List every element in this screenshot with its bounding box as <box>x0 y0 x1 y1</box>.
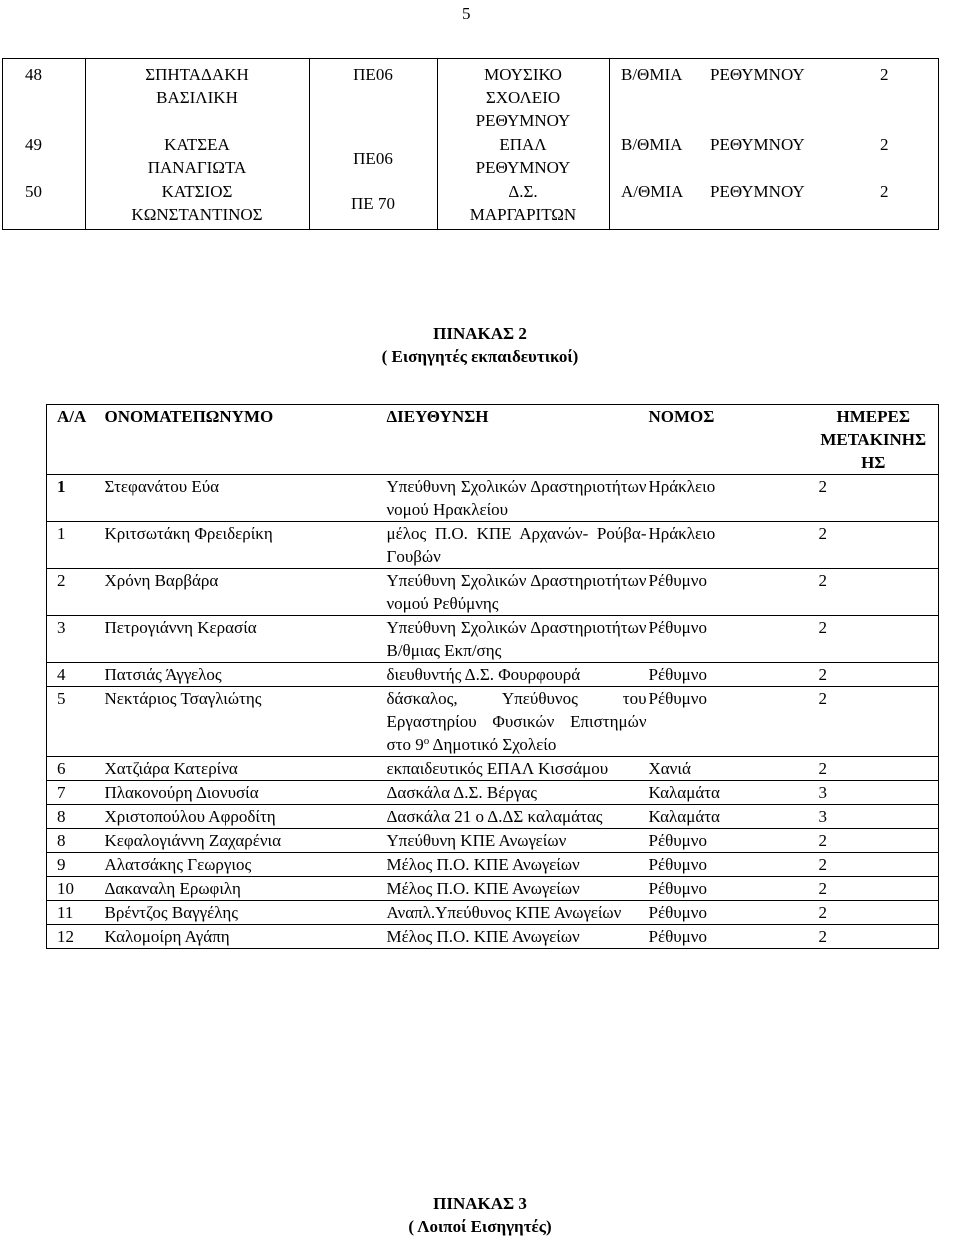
cell-aa: 3 <box>47 616 105 663</box>
table-1-level: Β/ΘΜΙΑ <box>621 135 683 154</box>
name-line: ΚΑΤΣΕΑ <box>164 135 230 154</box>
name-line: ΚΩΝΣΤΑΝΤΙΝΟΣ <box>131 205 263 224</box>
cell-name: Πατσιάς Άγγελος <box>105 663 387 687</box>
school-line: ΡΕΘΥΜΝΟΥ <box>475 158 571 177</box>
table-row <box>47 569 939 616</box>
table-1-school <box>437 180 609 226</box>
cell-prefecture: Ρέθυμνο <box>649 901 809 925</box>
cell-aa: 8 <box>47 805 105 829</box>
cell-aa: 6 <box>47 757 105 781</box>
cell-prefecture: Ρέθυμνο <box>649 616 809 663</box>
school-line: ΕΠΑΛ <box>499 135 547 154</box>
cell-name: Στεφανάτου Εύα <box>105 475 387 522</box>
table-1-level: Β/ΘΜΙΑ <box>621 65 683 84</box>
cell-address: Δασκάλα 21 ο Δ.ΔΣ καλαμάτας <box>387 805 649 829</box>
ordinal-superscript: ο <box>423 735 430 747</box>
cell-days: 2 <box>809 901 939 925</box>
table-1-name <box>85 180 309 226</box>
header-name: ΟΝΟΜΑΤΕΠΩΝΥΜΟ <box>105 405 387 475</box>
cell-name: Χατζιάρα Κατερίνα <box>105 757 387 781</box>
table-1-aa: 48 <box>25 65 42 84</box>
table-1-name <box>85 63 309 109</box>
name-line: ΚΑΤΣΙΟΣ <box>161 182 233 201</box>
school-line: ΜΑΡΓΑΡΙΤΩΝ <box>469 205 577 224</box>
cell-name: Αλατσάκης Γεωργιος <box>105 853 387 877</box>
cell-prefecture: Ηράκλειο <box>649 522 809 569</box>
cell-name: Νεκτάριος Τσαγλιώτης <box>105 687 387 757</box>
header-address: ΔΙΕΥΘΥΝΣΗ <box>387 405 649 475</box>
table-row <box>47 522 939 569</box>
table-row <box>47 757 939 781</box>
table-1-area: ΡΕΘΥΜΝΟΥ <box>710 65 805 84</box>
table-1-branch: ΠΕ 70 <box>351 194 395 213</box>
table-row <box>47 805 939 829</box>
table-2-subtitle: ( Εισηγητές εκπαιδευτικοί) <box>381 347 579 366</box>
address-text: δάσκαλος, Υπεύθυνος του Εργαστηρίου Φυσικών Επιστημών στο 9 <box>386 689 647 754</box>
cell-aa: 12 <box>47 925 105 949</box>
table-row <box>47 877 939 901</box>
table-1-name <box>85 133 309 179</box>
header-days: ΗΜΕΡΕΣ ΜΕΤΑΚΙΝΗΣ ΗΣ <box>809 405 939 475</box>
name-line: ΠΑΝΑΓΙΩΤΑ <box>147 158 247 177</box>
cell-address: διευθυντής Δ.Σ. Φουρφουρά <box>387 663 649 687</box>
cell-aa: 5 <box>47 687 105 757</box>
table-row <box>47 663 939 687</box>
column-divider <box>609 59 610 229</box>
header-aa: Α/Α <box>47 405 105 475</box>
cell-aa: 8 <box>47 829 105 853</box>
table-1-aa: 50 <box>25 182 42 201</box>
table-1-area: ΡΕΘΥΜΝΟΥ <box>710 182 805 201</box>
cell-prefecture: Ρέθυμνο <box>649 877 809 901</box>
cell-prefecture: Ρέθυμνο <box>649 569 809 616</box>
table-3-subtitle: ( Λοιποί Εισηγητές) <box>408 1217 552 1236</box>
cell-aa: 10 <box>47 877 105 901</box>
cell-name: Κεφαλογιάννη Ζαχαρένια <box>105 829 387 853</box>
cell-aa: 1 <box>47 475 105 522</box>
cell-prefecture: Καλαμάτα <box>649 781 809 805</box>
cell-prefecture: Ρέθυμνο <box>649 925 809 949</box>
cell-aa: 9 <box>47 853 105 877</box>
cell-prefecture: Ρέθυμνο <box>649 829 809 853</box>
cell-name: Βρέντζος Βαγγέλης <box>105 901 387 925</box>
cell-days: 2 <box>809 616 939 663</box>
cell-address: μέλος Π.Ο. ΚΠΕ Αρχανών- Ρούβα-Γουβών <box>387 522 649 569</box>
school-line: ΣΧΟΛΕΙΟ <box>485 88 561 107</box>
table-1-days: 2 <box>880 135 889 154</box>
table-row <box>47 925 939 949</box>
cell-name: Πλακονούρη Διονυσία <box>105 781 387 805</box>
table-row <box>47 475 939 522</box>
cell-aa: 1 <box>47 522 105 569</box>
cell-address: Αναπλ.Υπεύθυνος ΚΠΕ Ανωγείων <box>387 901 649 925</box>
page-number: 5 <box>462 4 471 23</box>
table-row <box>47 616 939 663</box>
cell-address: Υπεύθυνη Σχολικών Δραστηριοτήτων νομού Ηρακλείου <box>387 475 649 522</box>
name-line: ΒΑΣΙΛΙΚΗ <box>156 88 238 107</box>
cell-days: 2 <box>809 853 939 877</box>
cell-name: Χριστοπούλου Αφροδίτη <box>105 805 387 829</box>
school-line: ΡΕΘΥΜΝΟΥ <box>475 111 571 130</box>
cell-days: 3 <box>809 781 939 805</box>
cell-prefecture: Ρέθυμνο <box>649 687 809 757</box>
table-1-branch: ΠΕ06 <box>353 149 393 168</box>
cell-days: 2 <box>809 522 939 569</box>
address-text: Δημοτικό Σχολείο <box>429 735 557 754</box>
cell-name: Πετρογιάννη Κερασία <box>105 616 387 663</box>
cell-address: Δασκάλα Δ.Σ. Βέργας <box>387 781 649 805</box>
cell-address: εκπαιδευτικός ΕΠΑΛ Κισσάμου <box>387 757 649 781</box>
header-prefecture: ΝΟΜΟΣ <box>649 405 809 475</box>
cell-address <box>387 687 649 757</box>
cell-prefecture: Ρέθυμνο <box>649 663 809 687</box>
table-row <box>47 781 939 805</box>
table-1-days: 2 <box>880 182 889 201</box>
school-line: Δ.Σ. <box>508 182 538 201</box>
table-2-header-row <box>47 405 939 475</box>
table-1-school <box>437 133 609 179</box>
cell-days: 2 <box>809 569 939 616</box>
cell-name: Δακαναλη Ερωφιλη <box>105 877 387 901</box>
cell-name: Χρόνη Βαρβάρα <box>105 569 387 616</box>
cell-prefecture: Ρέθυμνο <box>649 853 809 877</box>
cell-days: 2 <box>809 877 939 901</box>
cell-prefecture: Χανιά <box>649 757 809 781</box>
cell-prefecture: Καλαμάτα <box>649 805 809 829</box>
table-1-aa: 49 <box>25 135 42 154</box>
cell-aa: 2 <box>47 569 105 616</box>
cell-days: 3 <box>809 805 939 829</box>
cell-days: 2 <box>809 663 939 687</box>
cell-name: Καλομοίρη Αγάπη <box>105 925 387 949</box>
table-row <box>47 853 939 877</box>
cell-days: 2 <box>809 475 939 522</box>
table-row <box>47 901 939 925</box>
table-1-area: ΡΕΘΥΜΝΟΥ <box>710 135 805 154</box>
table-2-title: ΠΙΝΑΚΑΣ 2 <box>433 324 527 343</box>
name-line: ΣΠΗΤΑΔΑΚΗ <box>145 65 249 84</box>
cell-days: 2 <box>809 829 939 853</box>
table-1-days: 2 <box>880 65 889 84</box>
table-row <box>47 687 939 757</box>
table-1-level: Α/ΘΜΙΑ <box>621 182 684 201</box>
table-1-branch: ΠΕ06 <box>353 65 393 84</box>
cell-address: Μέλος Π.Ο. ΚΠΕ Ανωγείων <box>387 877 649 901</box>
cell-address: Υπεύθυνη Σχολικών Δραστηριοτήτων νομού Ρεθύμνης <box>387 569 649 616</box>
cell-address: Υπεύθυνη ΚΠΕ Ανωγείων <box>387 829 649 853</box>
cell-address: Μέλος Π.Ο. ΚΠΕ Ανωγείων <box>387 853 649 877</box>
school-line: ΜΟΥΣΙΚΟ <box>484 65 562 84</box>
cell-days: 2 <box>809 757 939 781</box>
cell-days: 2 <box>809 925 939 949</box>
cell-aa: 7 <box>47 781 105 805</box>
cell-aa: 4 <box>47 663 105 687</box>
table-1 <box>2 58 939 230</box>
cell-prefecture: Ηράκλειο <box>649 475 809 522</box>
table-row <box>47 829 939 853</box>
table-2 <box>46 404 939 949</box>
cell-address: Μέλος Π.Ο. ΚΠΕ Ανωγείων <box>387 925 649 949</box>
cell-aa: 11 <box>47 901 105 925</box>
cell-days: 2 <box>809 687 939 757</box>
table-3-title: ΠΙΝΑΚΑΣ 3 <box>433 1194 527 1213</box>
table-1-school <box>437 63 609 132</box>
cell-address: Υπεύθυνη Σχολικών Δραστηριοτήτων Β/θμιας Εκπ/σης <box>387 616 649 663</box>
cell-name: Κριτσωτάκη Φρειδερίκη <box>105 522 387 569</box>
